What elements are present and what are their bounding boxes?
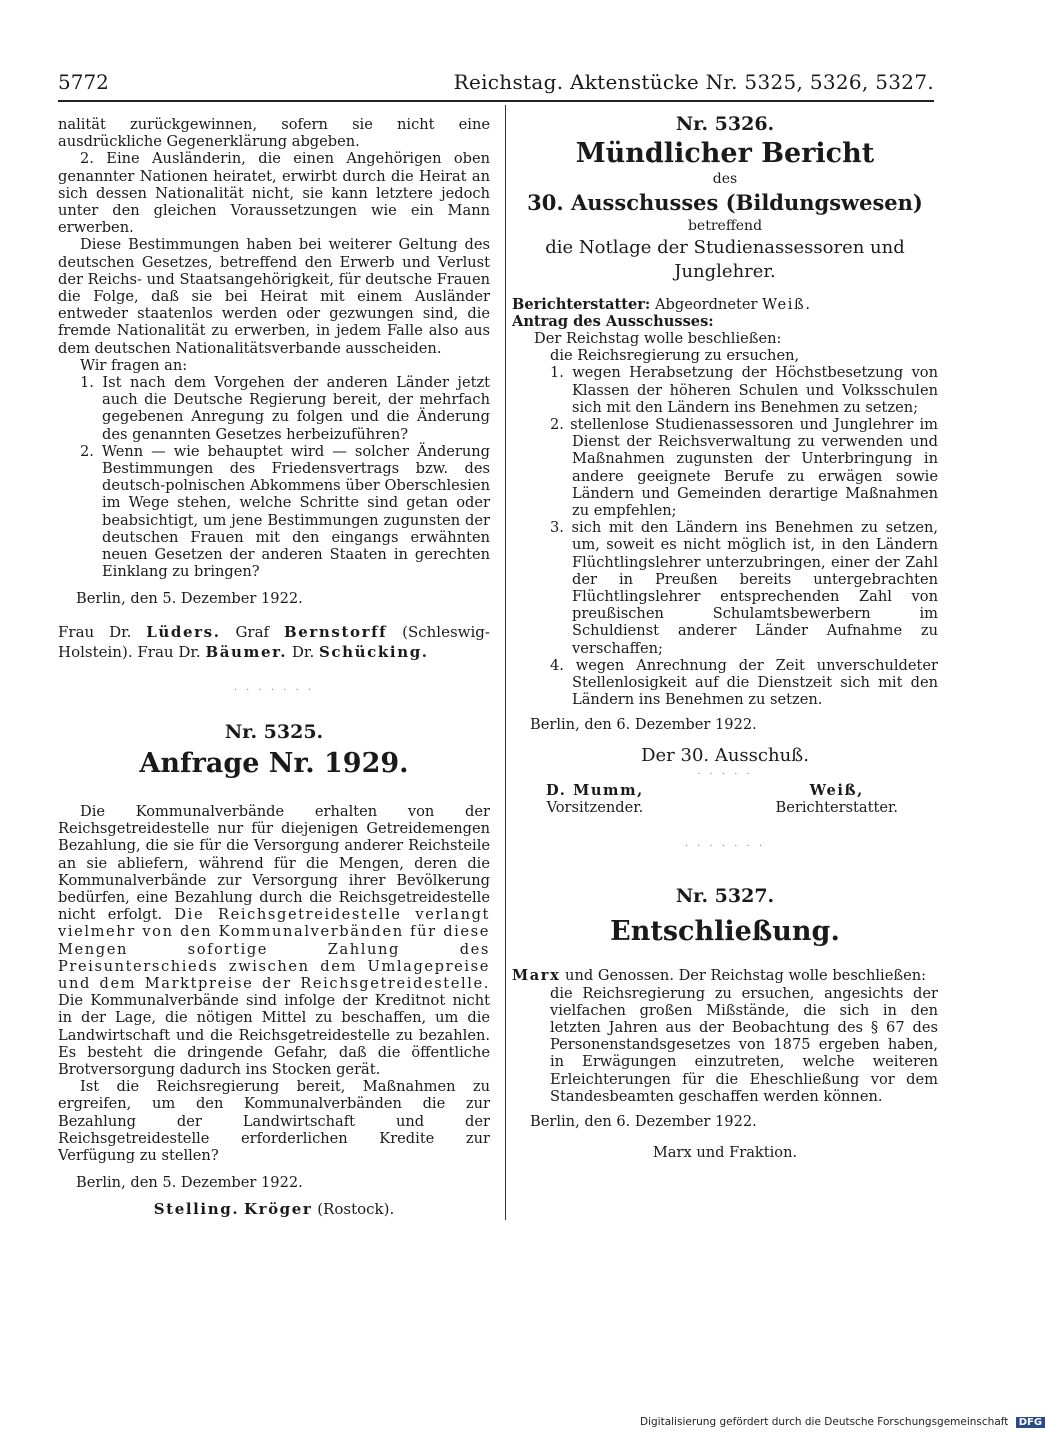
- reporter-sig-name: Weiß,: [809, 781, 864, 799]
- signer-suffix: (Rostock).: [317, 1200, 395, 1219]
- paragraph: Diese Bestimmungen haben bei weiterer Geltung des deutschen Gesetzes, betreffend den Erwerb und Verlust der Reichs- und Staatsangehörigkeit, für deutsche Frauen die Folge, daß sie bei Heirat mit einem Ausländer entweder staatenlos werden oder gezwungen sind, die fremde Nationalität zu erwerben, in jedem Falle also aus dem deutschen Nationalitätsverbande ausscheiden.: [58, 236, 490, 357]
- date-line: Berlin, den 6. Dezember 1922.: [530, 716, 757, 734]
- chair-signature: [546, 782, 644, 816]
- column-divider: [505, 105, 506, 1220]
- footer-text: Digitalisierung gefördert durch die Deutsche Forschungsgemeinschaft: [640, 1416, 1009, 1428]
- list-item: 4. wegen Anrechnung der Zeit unverschuldeter Stellenlosigkeit auf die Dienstzeit sich mit den Ländern ins Benehmen zu setzen.: [550, 656, 938, 709]
- list-item: 3. sich mit den Ländern ins Benehmen zu setzen, um, soweit es nicht möglich ist, in den Ländern Flüchtlingslehrer unterzubringen, einer der Zahl der in Preußen bereits untergebrachten Flüchtlingslehrer entsprechenden Zahl von preußischen Schulamtsbewerbern im Schuldienst anderer Länder Aufnahme zu verschaffen;: [550, 519, 938, 657]
- closing-signature: Marx und Fraktion.: [652, 1144, 798, 1162]
- separator-dots: · · · · ·: [697, 768, 753, 780]
- submitter-name: Marx: [512, 967, 561, 985]
- committee-signature: Der 30. Ausschuß.: [641, 744, 809, 766]
- reporter-line: [512, 296, 938, 313]
- section-separator: · · · · · · ·: [233, 684, 315, 696]
- page-header: [58, 70, 934, 104]
- left-column: [58, 116, 490, 1219]
- running-title: Reichstag. Aktenstücke Nr. 5325, 5326, 5327.: [453, 70, 934, 94]
- list-item: 2. stellenlose Studienassessoren und Junglehrer im Dienst der Reichsverwaltung zu verwenden und Maßnahmen zugunsten der Unterbringung in andere geeignete Berufe zu erwägen sowie Ländern und Gemeinden derartige Maßnahmen zu empfehlen;: [550, 416, 938, 520]
- dfg-logo: DFG: [1016, 1417, 1045, 1428]
- signer-prefix: Dr.: [291, 642, 315, 661]
- reporter-signature: [776, 782, 899, 816]
- paragraph: Der Reichstag wolle beschließen:: [534, 330, 782, 348]
- question-1: 1. Ist nach dem Vorgehen der anderen Länder jetzt auch die Deutsche Regierung bereit, der mehrfach gegebenen Anregung zu folgen und die Änderung des genannten Gesetzes herbeizuführen?: [80, 374, 490, 443]
- label: Berichterstatter:: [512, 295, 651, 313]
- text-run: Die Reichsgetreidestelle verlangt vielmehr von den Kommunalverbänden für diese Mengen sofortige Zahlung des Preisunterschieds zwischen dem Umlagepreise und dem Marktpreise der Reichsgetreidestelle.: [58, 906, 490, 992]
- document-title: Anfrage Nr. 1929.: [139, 747, 409, 779]
- document-number: Nr. 5325.: [224, 720, 324, 743]
- text-run: Die Kommunalverbände sind infolge der Kreditnot nicht in der Lage, die nötigen Mittel zu beschaffen, um die Landwirtschaft und die Reichsgetreidestelle zu bezahlen. Es besteht die dringende Gefahr, daß die öffentliche Brotversorgung dadurch ins Stocken gerät.: [58, 992, 490, 1078]
- motion-line: [512, 967, 938, 984]
- signer-name: Lüders.: [146, 622, 221, 641]
- paragraph: nalität zurückgewinnen, sofern sie nicht eine ausdrückliche Gegenerklärung abgeben.: [58, 116, 490, 151]
- text-run: und Genossen. Der Reichstag wolle beschließen:: [565, 967, 927, 985]
- signer-name: Bernstorff: [283, 622, 388, 641]
- reporter-role: Berichterstatter.: [775, 798, 898, 816]
- signer-name: Kröger: [243, 1200, 313, 1219]
- signer-suffix: (Schleswig-Holstein).: [58, 622, 490, 661]
- paragraph: Ist die Reichsregierung bereit, Maßnahmen zu ergreifen, um den Kommunalverbänden die zur Bezahlung der Landwirtschaft und der Reichsgetreidestelle erforderlichen Kredite zur Verfügung zu stellen?: [58, 1078, 490, 1164]
- signature-block: [512, 782, 938, 816]
- list-item: 1. wegen Herabsetzung der Höchstbesetzung von Klassen der höheren Schulen und Volksschulen sich mit den Ländern ins Benehmen zu setzen;: [550, 364, 938, 416]
- date-line: Berlin, den 6. Dezember 1922.: [530, 1112, 757, 1130]
- document-number: Nr. 5327.: [675, 885, 775, 908]
- chair-name: D. Mumm,: [546, 781, 644, 799]
- reporter-name: Weiß.: [762, 295, 812, 313]
- question-2: 2. Wenn — wie behauptet wird — solcher Änderung Bestimmungen des Friedensvertrags bzw. des deutsch-polnischen Abkommens über Oberschlesien im Wege stehen, welche Schritte sind getan oder beabsichtigt, um jene Bestimmungen zugunsten der deutschen Frauen mit den eingangs erwähnten neuen Gesetzen der anderen Staaten in gerechten Einklang zu bringen?: [80, 442, 490, 581]
- signer-prefix: Frau Dr.: [137, 642, 201, 661]
- signer-prefix: Graf: [235, 622, 270, 641]
- document-number: Nr. 5326.: [675, 113, 775, 135]
- digitization-footer: [640, 1416, 1045, 1428]
- signer-prefix: Frau Dr.: [58, 622, 132, 641]
- section-separator: · · · · · · ·: [684, 841, 766, 853]
- paragraph: 2. Eine Ausländerin, die einen Angehörigen oben genannter Nationen heiratet, erwirbt durch die Heirat an sich dessen Nationalität nicht, sie kann letztere jedoch unter den gleichen Voraussetzungen wie ein Mann erwerben.: [58, 150, 490, 237]
- committee-title: 30. Ausschusses (Bildungswesen): [527, 190, 923, 216]
- paragraph: die Reichsregierung zu ersuchen,: [550, 347, 800, 365]
- chair-role: Vorsitzender.: [546, 798, 644, 816]
- report-subject: die Notlage der Studienassessoren und Junglehrer.: [545, 236, 905, 282]
- paragraph: [58, 803, 490, 1078]
- signatories: [58, 622, 490, 662]
- page-number: 5772: [58, 70, 109, 94]
- date-line: Berlin, den 5. Dezember 1922.: [76, 1174, 303, 1192]
- motion-heading: Antrag des Ausschusses:: [512, 312, 714, 330]
- title-connector: des: [712, 171, 738, 188]
- title-connector: betreffend: [687, 218, 763, 235]
- signatories: [58, 1201, 490, 1218]
- header-rule: [58, 100, 934, 102]
- paragraph: Wir fragen an:: [80, 356, 188, 374]
- document-title: Mündlicher Bericht: [575, 138, 875, 170]
- text-run: Abgeordneter: [654, 295, 758, 313]
- signer-name: Schücking.: [319, 642, 429, 661]
- document-title: Entschließung.: [610, 916, 840, 948]
- signer-name: Bäumer.: [205, 642, 288, 661]
- text-run: Die Kommunalverbände erhalten von der Reichsgetreidestelle nur für diejenigen Getreidemengen Bezahlung, die sie für die Versorgung anderer Reichsteile an sie abliefern, während für die Mengen, deren die Kommunalverbände zur Versorgung ihrer Bevölkerung bedürfen, eine Bezahlung durch die Reichsgetreidestelle nicht erfolgt.: [58, 802, 490, 924]
- paragraph: die Reichsregierung zu ersuchen, angesichts der vielfachen großen Mißstände, die sich in den letzten Jahren aus der Beobachtung des § 67 des Personenstandsgesetzes von 1875 ergeben haben, in Erwägungen einzutreten, welche weiteren Erleichterungen für die Eheschließung vor dem Standesbeamten geschaffen werden können.: [550, 984, 938, 1105]
- date-line: Berlin, den 5. Dezember 1922.: [76, 590, 303, 608]
- signer-name: Stelling.: [153, 1200, 240, 1219]
- right-column: [512, 113, 938, 1162]
